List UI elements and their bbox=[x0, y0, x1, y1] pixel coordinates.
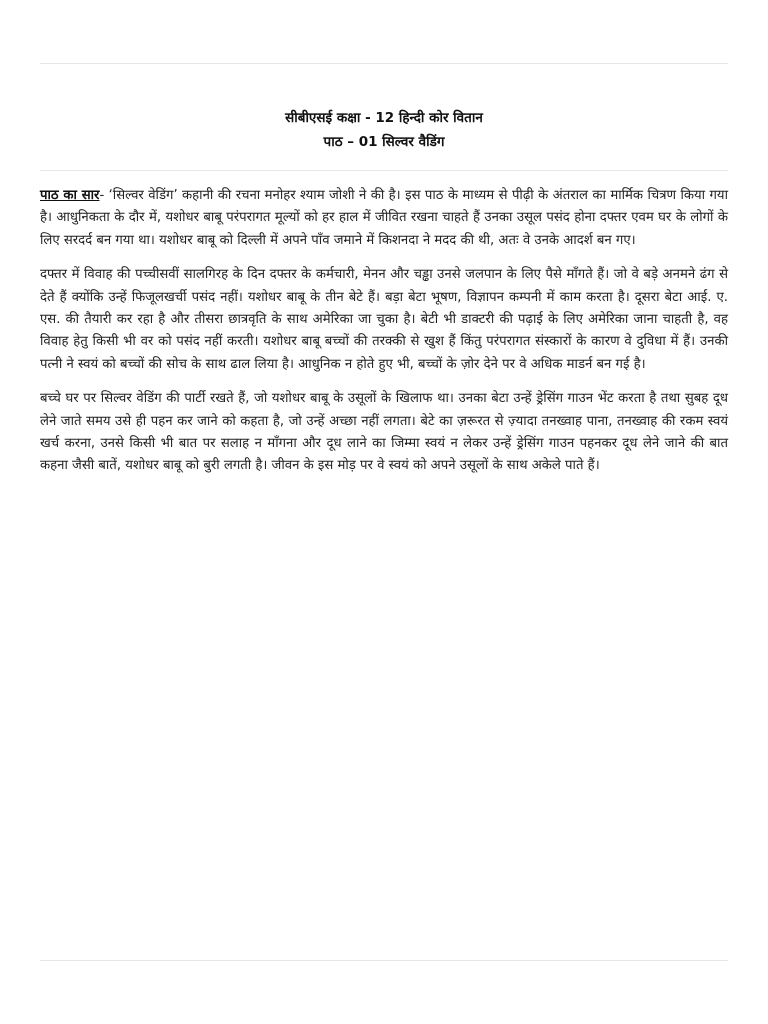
emphasized-text: मनोहर श्याम जोशी bbox=[264, 188, 355, 203]
body-text: । उनकी पत्नी ने स्वयं को बच्चों की सोच के साथ ढाल लिया है। आधुनिक न होते हुए भी, बच्चों के ज़ोर देने पर वे अधिक माडर्न बन गई है। bbox=[40, 334, 728, 372]
emphasized-text: उसूल पसंद bbox=[516, 210, 570, 226]
emphasized-text: बच्चों की तरक्की से खुश हैं किंतु परंपरागत संस्कारों के कारण वे दुविधा में हैं bbox=[324, 334, 691, 350]
emphasized-text: वे स्वयं को अपने उसूलों के साथ अकेले पाते हैं bbox=[377, 458, 595, 474]
emphasized-text: किशनदा bbox=[378, 232, 419, 248]
body-text: बच्चे घर पर सिल्वर वेडिंग की पार्टी रखते हैं, जो यशोधर बाबू के उसूलों के खिलाफ था। उनका बेटा उन्हें ड्रेसिंग गाउन भेंट करता है तथा सुबह दूध लेने जाते समय उसे ही पहन कर जाने को कहता है, जो उन्हें अच्छा नहीं लगता। बेटे का ज़रूरत से ज़्यादा तनख्वाह पाना, तनख्वाह की रकम स्वयं खर्च करना, उनसे किसी भी बात पर सलाह न माँगना और दूध लाने का जिम्मा स्वयं न लेकर उन्हें ड्रेसिंग गाउन पहनकर दूध लेने जाने की बात कहना जैसी बातें, यशोधर बाबू को बुरी लगती है। जीवन के इस मोड़ पर bbox=[40, 391, 728, 474]
body-text: । bbox=[594, 458, 600, 474]
body-text: को हर हाल में जीवित रखना चाहते हैं उनका bbox=[299, 210, 517, 226]
body-text: ने मदद की थी, अतः वे उनके आदर्श बन गए। bbox=[418, 232, 636, 248]
chapter-title: पाठ – 01 सिल्वर वैडिंग bbox=[323, 134, 445, 150]
emphasized-text: परंपरागत मूल्यों bbox=[226, 210, 300, 226]
body-text: होना दफ्तर एवम घर के लोगों के लिए सरदर्द बन गया था। यशोधर बाबू को दिल्ली में अपने पाँव जमाने में bbox=[40, 210, 728, 248]
header-divider bbox=[40, 170, 728, 171]
body-text: ने की है। इस पाठ के माध्यम से bbox=[354, 188, 512, 203]
emphasized-text: उन्हें फिजूलखर्ची पसंद नहीं bbox=[108, 289, 238, 305]
emphasized-text: पीढ़ी के अंतराल का मार्मिक चित्रण bbox=[511, 188, 677, 203]
body-text: दफ्तर में विवाह की पच्चीसवीं सालगिरह के दिन दफ्तर के कर्मचारी, मेनन और चड्ढा उनसे जलपान के लिए पैसे माँगते हैं। जो वे बड़े अनमने ढंग से देते हैं क्योंकि bbox=[40, 267, 728, 305]
document-header bbox=[40, 106, 728, 154]
bottom-divider bbox=[40, 960, 728, 961]
top-divider bbox=[40, 63, 728, 64]
summary-paragraph bbox=[40, 264, 728, 376]
body-text: किया गया है। आधुनिकता के दौर में, यशोधर बाबू bbox=[40, 188, 728, 226]
summary-paragraph bbox=[40, 185, 728, 252]
emphasized-text: पाठ का सार bbox=[40, 188, 100, 203]
summary-paragraph bbox=[40, 388, 728, 478]
emphasized-text: - ‘सिल्वर वेडिंग’ कहानी की रचना bbox=[99, 188, 265, 203]
chapter-summary bbox=[40, 185, 728, 490]
document-title: सीबीएसई कक्षा - 12 हिन्दी कोर वितान bbox=[285, 110, 483, 126]
body-text: । यशोधर बाबू के तीन बेटे हैं। बड़ा बेटा भूषण, विज्ञापन कम्पनी में काम करता है। दूसरा बेटा आई. ए. एस. की तैयारी कर रहा है और तीसरा छात्रवृति के साथ अमेरिका जा चुका है। बेटी भी डाक्टरी की पढ़ाई के लिए अमेरिका जाना चाहती है, वह विवाह हेतु किसी भी वर को पसंद नहीं करती। यशोधर बाबू bbox=[40, 289, 728, 350]
